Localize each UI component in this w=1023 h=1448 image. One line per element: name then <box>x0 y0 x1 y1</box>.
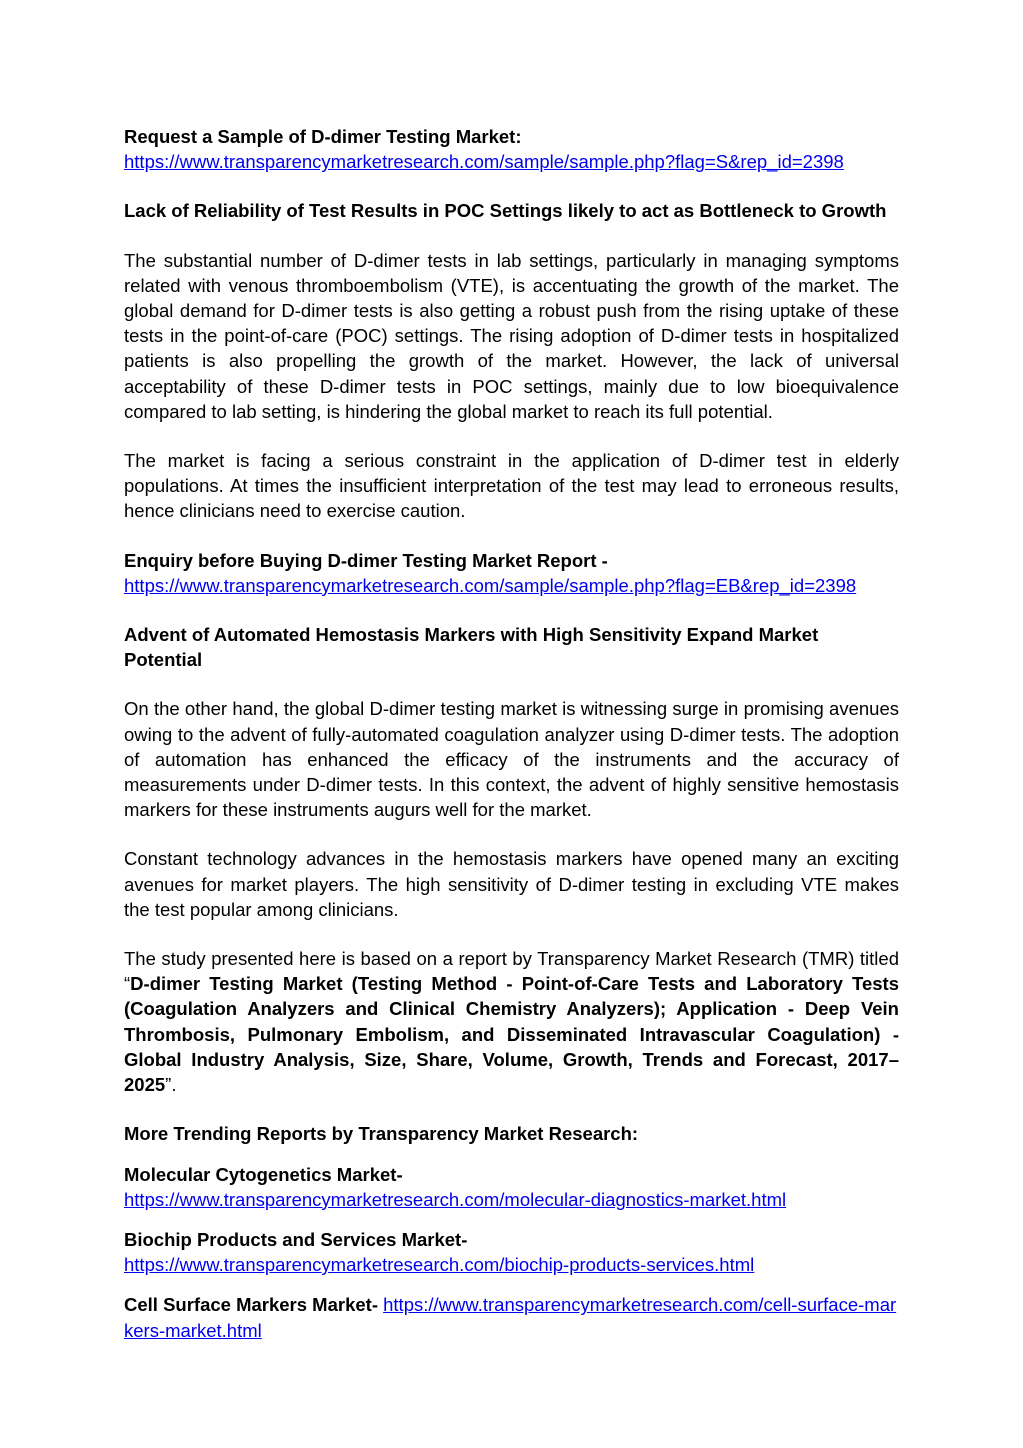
trending-item-link[interactable]: https://www.transparencymarketresearch.com/cell-surface-markers-market.html <box>124 1294 897 1341</box>
sample-request-link[interactable]: https://www.transparencymarketresearch.com/sample/sample.php?flag=S&rep_id=2398 <box>124 151 844 173</box>
trending-heading: More Trending Reports by Transparency Market Research: <box>124 1123 639 1145</box>
trending-item <box>124 1162 899 1212</box>
section1-paragraph-1: The substantial number of D-dimer tests in lab settings, particularly in managing symptoms related with venous thromboembolism (VTE), is accentuating the growth of the market. The global demand for D-dimer tests is also getting a robust push from the rising uptake of these tests in the point-of-care (POC) settings. The rising adoption of D-dimer tests in hospitalized patients is also propelling the growth of the market. However, the lack of universal acceptability of these D-dimer tests in POC settings, mainly due to low bioequivalence compared to lab setting, is hindering the global market to reach its full potential. <box>124 249 899 422</box>
trending-item <box>124 1292 899 1342</box>
enquiry-link[interactable]: https://www.transparencymarketresearch.com/sample/sample.php?flag=EB&rep_id=2398 <box>124 574 857 596</box>
trending-item-link[interactable]: https://www.transparencymarketresearch.com/molecular-diagnostics-market.html <box>124 1188 787 1210</box>
section1-heading: Lack of Reliability of Test Results in POC Settings likely to act as Bottleneck to Growth <box>124 200 887 222</box>
section2-paragraph-2: Constant technology advances in the hemostasis markers have opened many an exciting avenues for market players. The high sensitivity of D-dimer testing in excluding VTE makes the test popular among clinicians. <box>124 848 899 920</box>
trending-item-link[interactable]: https://www.transparencymarketresearch.com/biochip-products-services.html <box>124 1254 755 1276</box>
sample-request-block <box>124 124 899 174</box>
trending-item-label: Biochip Products and Services Market- <box>124 1228 468 1250</box>
section1-paragraph-2: The market is facing a serious constraint in the application of D-dimer test in elderly populations. At times the insufficient interpretation of the test may lead to erroneous results, hence clinicians need to exercise caution. <box>124 450 899 522</box>
trending-item-label: Cell Surface Markers Market- <box>124 1294 378 1316</box>
sample-request-heading: Request a Sample of D-dimer Testing Market: <box>124 126 522 147</box>
section2-heading: Advent of Automated Hemostasis Markers with High Sensitivity Expand Market Potential <box>124 624 819 671</box>
study-outro: ”. <box>165 1074 177 1096</box>
study-report-title: D-dimer Testing Market (Testing Method - Point-of-Care Tests and Laboratory Tests (Coagulation Analyzers and Clinical Chemistry Analyzers); Application - Deep Vein Thrombosis, Pulmonary Embolism, and Disseminated Intravascular Coagulation) - Global Industry Analysis, Size, Share, Volume, Growth, Trends and Forecast, 2017–2025 <box>124 973 899 1096</box>
enquiry-heading: Enquiry before Buying D-dimer Testing Market Report - <box>124 549 608 571</box>
enquiry-block <box>124 548 899 598</box>
study-paragraph <box>124 946 899 1097</box>
document-page <box>124 124 899 1358</box>
study-intro: The study presented here is based on a report by Transparency Market Research (TMR) titled “ <box>124 948 899 995</box>
section2-paragraph-1: On the other hand, the global D-dimer testing market is witnessing surge in promising avenues owing to the advent of fully-automated coagulation analyzer using D-dimer tests. The adoption of automation has enhanced the efficacy of the instruments and the accuracy of measurements under D-dimer tests. In this context, the advent of highly sensitive hemostasis markers for these instruments augurs well for the market. <box>124 698 899 821</box>
trending-item <box>124 1227 899 1277</box>
trending-item-label: Molecular Cytogenetics Market- <box>124 1163 403 1185</box>
